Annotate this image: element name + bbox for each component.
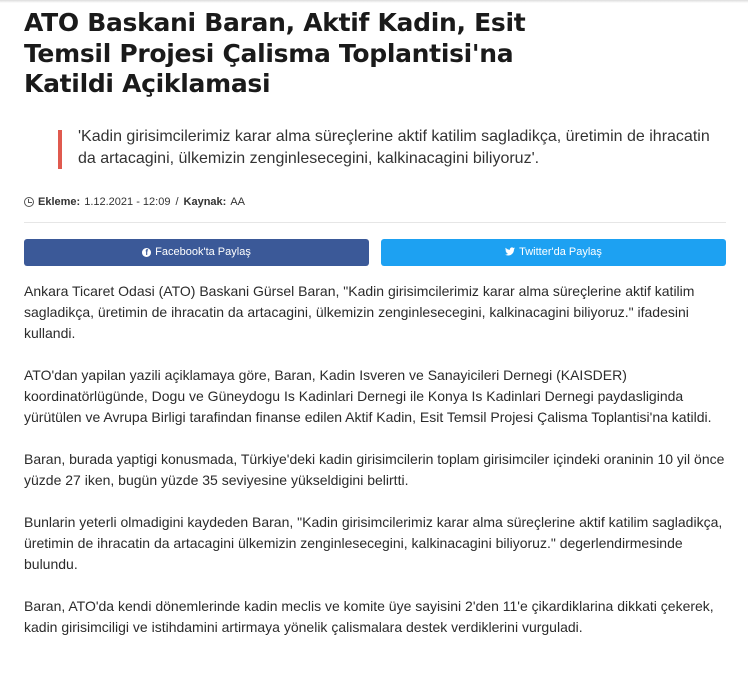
added-value: 1.12.2021 - 12:09	[84, 195, 171, 208]
twitter-share-label: Twitter'da Paylaş	[519, 246, 602, 258]
clock-icon	[24, 197, 34, 207]
facebook-share-label: Facebook'ta Paylaş	[155, 246, 251, 258]
spot-accent-bar	[58, 130, 62, 169]
facebook-icon: f	[142, 248, 151, 257]
paragraph: Ankara Ticaret Odasi (ATO) Baskani Gürsel Baran, "Kadin girisimcilerimiz karar alma süreçlerine aktif katilim sagladikça, üretimin de ihracatin da artacagini, ülkemizin zenginlesecegini, kalkinacagini biliyoruz." ifadesini kullandi.	[24, 282, 695, 341]
header-shadow	[0, 0, 748, 3]
twitter-share-button[interactable]	[381, 239, 726, 266]
added-label: Ekleme:	[38, 195, 81, 208]
article-meta	[24, 195, 726, 209]
article-title: ATO Baskani Baran, Aktif Kadin, Esit Temsil Projesi Çalisma Toplantisi'na Katildi Açiklamasi	[24, 8, 526, 98]
article-spot	[58, 126, 714, 170]
spot-text: 'Kadin girisimcilerimiz karar alma süreçlerine aktif katilim sagladikça, üretimin de ihracatin da artacagini, ülkemizin zenginlesecegini, kalkinacagini biliyoruz'.	[78, 127, 710, 167]
paragraph: Baran, ATO'da kendi dönemlerinde kadin meclis ve komite üye sayisini 2'den 11'e çikardiklarina dikkati çekerek, kadin girisimciligi ve istihdamini artirmaya yönelik çalismalara destek verdiklerini vurguladi.	[24, 597, 714, 635]
source-label: Kaynak:	[183, 195, 227, 208]
article-body	[24, 281, 726, 638]
facebook-share-button[interactable]	[24, 239, 369, 266]
twitter-icon	[505, 247, 515, 258]
meta-separator: /	[175, 195, 179, 208]
paragraph: ATO'dan yapilan yazili açiklamaya göre, Baran, Kadin Isveren ve Sanayicileri Dernegi (KAISDER) koordinatörlügünde, Dogu ve Güneydogu Is Kadinlari Dernegi ile Konya Is Kadinlari Dernegi paydasliginda yürütülen ve Avrupa Birligi tarafindan finanse edilen Aktif Kadin, Esit Temsil Projesi Çalisma Toplantisi'na katildi.	[24, 366, 712, 425]
paragraph: Baran, burada yaptigi konusmada, Türkiye'deki kadin girisimcilerin toplam girisimciler içindeki oraninin 10 yil önce yüzde 27 iken, bugün yüzde 35 seviyesine yükseldigini belirtti.	[24, 450, 725, 488]
paragraph: Bunlarin yeterli olmadigini kaydeden Baran, "Kadin girisimcilerimiz karar alma süreçlerine aktif katilim sagladikça, üretimin de ihracatin da artacagini ülkemizin zenginlesecegini, kalkinacagini biliyoruz." degerlendirmesinde bulundu.	[24, 513, 723, 572]
meta-divider	[24, 222, 726, 223]
source-value: AA	[230, 195, 245, 208]
share-bar	[24, 239, 726, 266]
article	[24, 8, 726, 659]
